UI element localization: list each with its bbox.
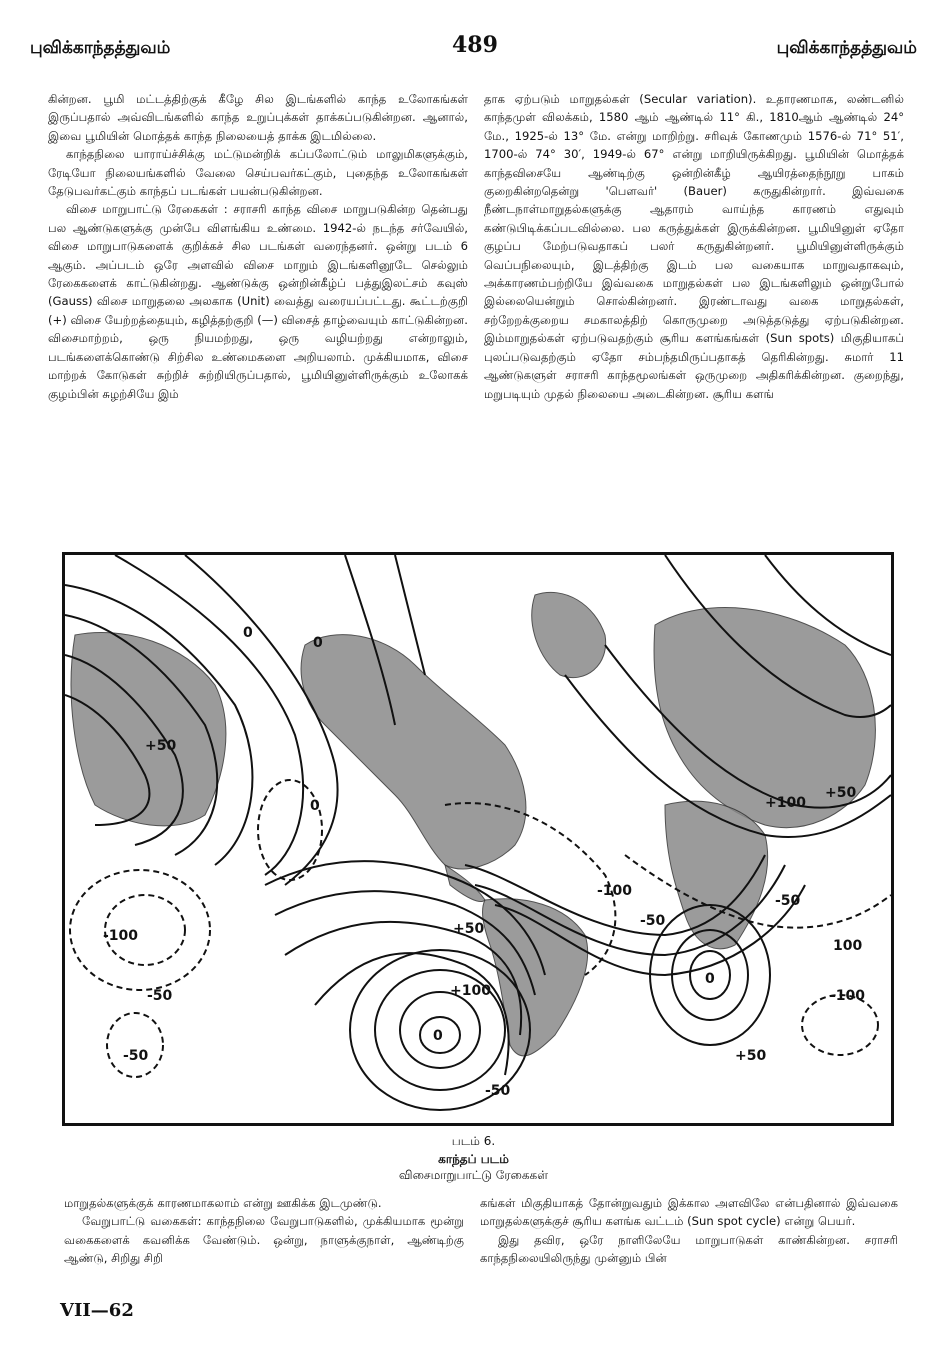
- contour-label: +100: [450, 983, 491, 999]
- contour-label: -50: [485, 1083, 511, 1099]
- paragraph: மாறுதல்களுக்குக் காரணமாகலாம் என்று ஊகிக்க இடமுண்டு.: [64, 1196, 382, 1210]
- text-column-left-bottom: [64, 1194, 464, 1268]
- contour-label: 0: [705, 971, 715, 987]
- figure-title: காந்தப் படம்: [438, 1152, 509, 1166]
- running-title-left: புவிக்காந்தத்துவம்: [30, 38, 171, 58]
- contour-loop-negative: [258, 780, 322, 880]
- contour-label: +50: [145, 738, 177, 754]
- contour-label: -50: [147, 988, 173, 1004]
- land-greenland: [532, 592, 606, 677]
- figure-subtitle: விசைமாறுபாட்டு ரேகைகள்: [398, 1168, 549, 1182]
- volume-page-marker: VII—62: [60, 1300, 134, 1321]
- paragraph: கங்கள் மிகுதியாகத் தோன்றுவதும் இக்கால அளவிலே என்பதினால் இவ்வகை மாறுதல்களுக்குச் சூரிய களங்க வட்டம் (Sun spot cycle) என்று பெயர்.: [480, 1196, 898, 1229]
- contour-label: +50: [453, 921, 485, 937]
- paragraph: கின்றன. பூமி மட்டத்திற்குக் கீழே சில இடங்களில் காந்த உலோகங்கள் இருப்பதால் அவ்விடங்களில் காந்த உறுப்புக்கள் தாக்கப்படுகின்றன. ஆனால், இவை பூமியின் மொத்தக் காந்த நிலையைத் தாக்க இடமில்லை.: [48, 92, 468, 143]
- contour-loop-negative: [802, 995, 878, 1055]
- page-number: 489: [452, 32, 498, 58]
- contour-label: 0: [313, 635, 323, 651]
- contour-loop-negative: [107, 1013, 163, 1077]
- contour-label: 0: [243, 625, 253, 641]
- contour-label: +50: [735, 1048, 767, 1064]
- text-column-left-top: [48, 90, 468, 403]
- figure-number: படம் 6.: [451, 1134, 496, 1148]
- magnetic-map-figure: [62, 552, 894, 1126]
- contour-label: -100: [830, 988, 866, 1004]
- contour-label: 0: [433, 1028, 443, 1044]
- text-column-right-bottom: [480, 1194, 898, 1268]
- contour-label: +100: [765, 795, 806, 811]
- contour-loop-negative: [70, 870, 210, 990]
- paragraph: இது தவிர, ஒரே நாளிலேயே மாறுபாடுகள் காண்கின்றன. சராசரி காந்தநிலையிலிருந்து முன்னும் பின்: [480, 1232, 898, 1266]
- isoporic-map: [65, 555, 891, 1123]
- contour-label: 0: [310, 798, 320, 814]
- contour-label: -100: [597, 883, 633, 899]
- paragraph: தாக ஏற்படும் மாறுதல்கள் (Secular variation). உதாரணமாக, லண்டனில் காந்தமுள் விலக்கம், 1580 ஆம் ஆண்டில் 11° கி., 1810ஆம் ஆண்டில் 24° மே., 1925-ல் 13° மே. என்று மாறிற்று. சரிவுக் கோணமும் 1576-ல் 71° 51′, 1700-ல் 74° 30′, 1949-ல் 67° என்று மாறியிருக்கிறது. பூமியின் மொத்தக் காந்தவிசையே ஆண்டிற்கு ஒன்றின்கீழ் ஆயிரத்தைந்நூறு பாகம் குறைகின்றதென்று 'பௌவர்' (Bauer) கருதுகின்றார். இவ்வகை நீண்டநாள்மாறுதல்களுக்கு ஆதாரம் வாய்ந்த காரணம் எதுவும் கண்டுபிடிக்கப்படவில்லை. பல கருத்துக்கள் இருக்கின்றன. பூமியினுள் ஏதோ குழப்ப மேற்படுவதாகப் பலர் கருதுகின்றனர். பூமியினுள்ளிருக்கும் வெப்பநிலையும், இடத்திற்கு இடம் பல வகையாக மாறுவதாகவும், அக்காரணம்பற்றியே இவ்வகை மாறுதல்கள் பல இடங்களிலும் ஒன்றுபோல் இல்லையென்றும் சொல்கின்றனர். இரண்டாவது வகை மாறுதல்கள், சற்றேறக்குறைய சமகாலத்திற் கொருமுறை அடுத்தடுத்து ஏற்படுகின்றன. இம்மாறுதல்கள் ஏற்படுவதற்கும் சூரிய களங்கங்கள் (Sun spots) மிகுதியாகப் புலப்படுவதற்கும் ஏதோ சம்பந்தமிருப்பதாகத் தெரிகின்றது. சுமார் 11 ஆண்டுகளுள் சராசரி காந்தமூலங்கள் ஒருமுறை அதிகரிக்கின்றன. குறைந்து, மறுபடியும் முதல் நிலையை அடைகின்றன. சூரிய களங்: [484, 92, 904, 401]
- contour-label: 100: [833, 938, 863, 954]
- paragraph: வேறுபாட்டு வகைகள்: காந்தநிலை வேறுபாடுகளில், முக்கியமாக மூன்று வகைகளைக் கவனிக்க வேண்டும். ஒன்று, நாளுக்குநாள், ஆண்டிற்கு ஆண்டு, சிறிது சிறி: [64, 1214, 464, 1266]
- contour-label: +50: [825, 785, 857, 801]
- text-column-right-top: [484, 90, 904, 403]
- contour-label: -50: [123, 1048, 149, 1064]
- running-title-right: புவிக்காந்தத்துவம்: [776, 38, 917, 58]
- contour-label: -50: [640, 913, 666, 929]
- contour-label: -100: [103, 928, 139, 944]
- paragraph: விசை மாறுபாட்டு ரேகைகள் : சராசரி காந்த விசை மாறுபடுகின்ற தென்பது பல ஆண்டுகளுக்கு முன்பே விளங்கிய உண்மை. 1942-ல் நடந்த சர்வேயில், விசை மாறுபாடுகளைக் குறிக்கச் சில படங்கள் வரைந்தனர். ஒன்று படம் 6 ஆகும். அப்படம் ஒரே அளவில் விசை மாறும் இடங்களினூடே செல்லும் ரேகைகளைக் காட்டுகின்றது. ஆண்டுக்கு ஒன்றின்கீழ்ப் பத்துஇலட்சம் கவுஸ் (Gauss) விசை மாறுதலை அலகாக (Unit) வைத்து வரையப்பட்டது. கூட்டற்குறி (+) விசை யேற்றத்தையும், கழித்தற்குறி (—) விசைத் தாழ்வையும் காட்டுகின்றன. விசைமாற்றம், ஒரு நியமற்றது, ஒரு வழியற்றது என்றாலும், படங்களைக்கொண்டு சிற்சில உண்மைகளை அறியலாம். முக்கியமாக, விசை மாற்றக் கோடுகள் சுற்றிச் சுற்றியிருப்பதால், பூமியினுள்ளிருக்கும் உலோகக் குழம்பின் சுழற்சியே இம்: [48, 202, 468, 401]
- contour-label: -50: [775, 893, 801, 909]
- land-north-america: [301, 635, 526, 869]
- paragraph: காந்தநிலை யாராய்ச்சிக்கு மட்டுமன்றிக் கப்பலோட்டும் மாலுமிகளுக்கும், ரேடியோ நிலையங்களில் வேலை செய்பவர்கட்கும், புதைந்த உலோகங்கள் தேடுபவர்கட்கும் காந்தப் படங்கள் பயன்படுகின்றன.: [48, 147, 468, 199]
